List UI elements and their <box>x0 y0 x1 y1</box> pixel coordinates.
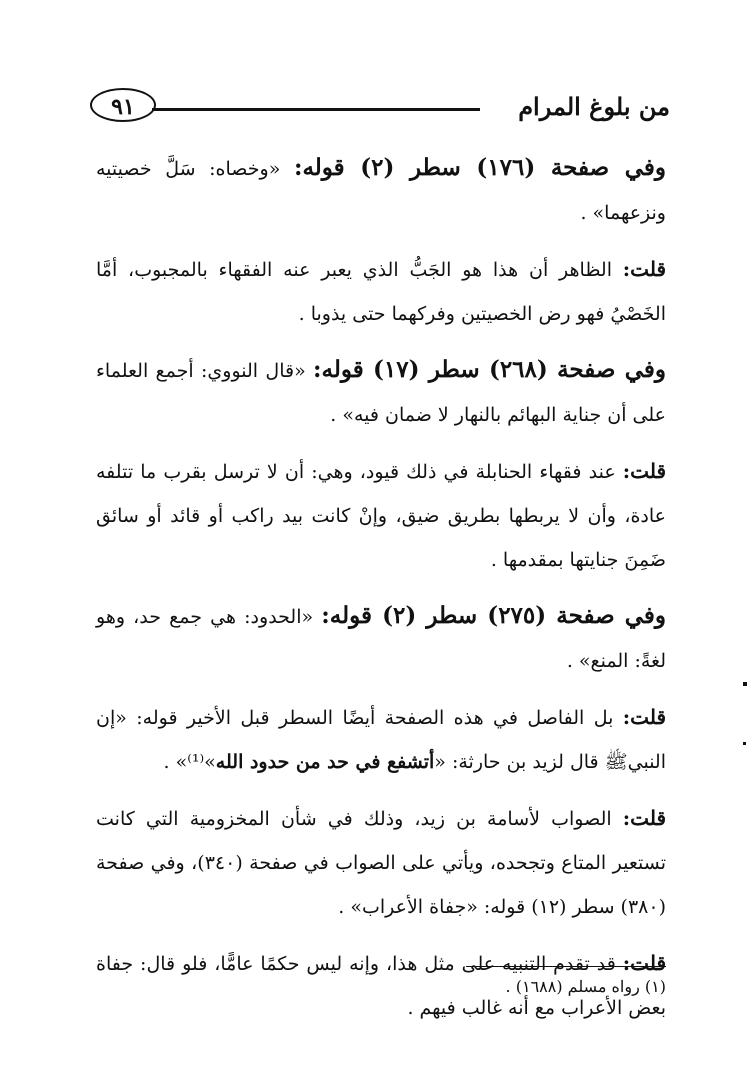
paragraph-text: الظاهر أن هذا هو الجَبُّ الذي يعبر عنه الفقهاء بالمجبوب، أمَّا الخَصْيُ فهو رض الخصيتين وفركهما حتى يذوبا . <box>96 259 666 325</box>
paragraph <box>96 247 666 336</box>
paragraph <box>96 449 666 582</box>
citation-reference: وفي صفحة (٢٦٨) سطر (١٧) قوله: <box>313 356 666 383</box>
paragraph-text: قد تقدم التنبيه على مثل هذا، وإنه ليس حكمًا عامًّا، فلو قال: جفاة بعض الأعراب مع أنه غالب فيهم . <box>96 953 666 1019</box>
citation-reference: وفي صفحة (٢٧٥) سطر (٢) قوله: <box>321 602 666 629</box>
note-keyword: قلت: <box>622 705 666 729</box>
margin-mark <box>743 682 747 686</box>
paragraph <box>96 695 666 784</box>
page-header <box>90 88 670 128</box>
paragraph-text-tail: »⁽¹⁾» . <box>163 751 216 773</box>
paragraph-text: «وخصاه: سَلَّ خصيتيه ونزعهما» . <box>96 158 666 224</box>
paragraph <box>96 796 666 929</box>
margin-mark <box>743 742 746 745</box>
header-rule <box>152 108 480 111</box>
running-title: من بلوغ المرام <box>518 92 670 121</box>
paragraph <box>96 594 666 683</box>
footnote-rule <box>466 966 666 967</box>
paragraph-text: «قال النووي: أجمع العلماء على أن جناية البهائم بالنهار لا ضمان فيه» . <box>96 360 666 426</box>
paragraph-text: بل الفاصل في هذه الصفحة أيضًا السطر قبل الأخير قوله: «إن النبيﷺ قال لزيد بن حارثة: « <box>96 707 666 773</box>
footnote: (١) رواه مسلم (١٦٨٨) . <box>505 977 666 996</box>
paragraph <box>96 348 666 437</box>
paragraph-text: عند فقهاء الحنابلة في ذلك قيود، وهي: أن لا ترسل بقرب ما تتلفه عادة، وأن لا يربطها بطريق ضيق، وإنْ كانت بيد راكب أو قائد أو سائق ضَمِنَ جنايتها بمقدمها . <box>96 461 666 571</box>
note-keyword: قلت: <box>622 257 666 281</box>
paragraph-text: «الحدود: هي جمع حد، وهو لغةً: المنع» . <box>96 606 666 672</box>
note-keyword: قلت: <box>622 806 666 830</box>
paragraph <box>96 146 666 235</box>
body-text <box>96 146 666 1042</box>
citation-reference: وفي صفحة (١٧٦) سطر (٢) قوله: <box>293 154 667 181</box>
note-keyword: قلت: <box>622 951 666 975</box>
hadith-quote: أتشفع في حد من حدود الله <box>215 751 435 773</box>
note-keyword: قلت: <box>622 459 666 483</box>
page-number: ٩١ <box>90 88 156 122</box>
paragraph-text: الصواب لأسامة بن زيد، وذلك في شأن المخزومية التي كانت تستعير المتاع وتجحده، ويأتي على الصواب في صفحة (٣٤٠)، وفي صفحة (٣٨٠) سطر (١٢) قوله: «جفاة الأعراب» . <box>96 808 666 918</box>
